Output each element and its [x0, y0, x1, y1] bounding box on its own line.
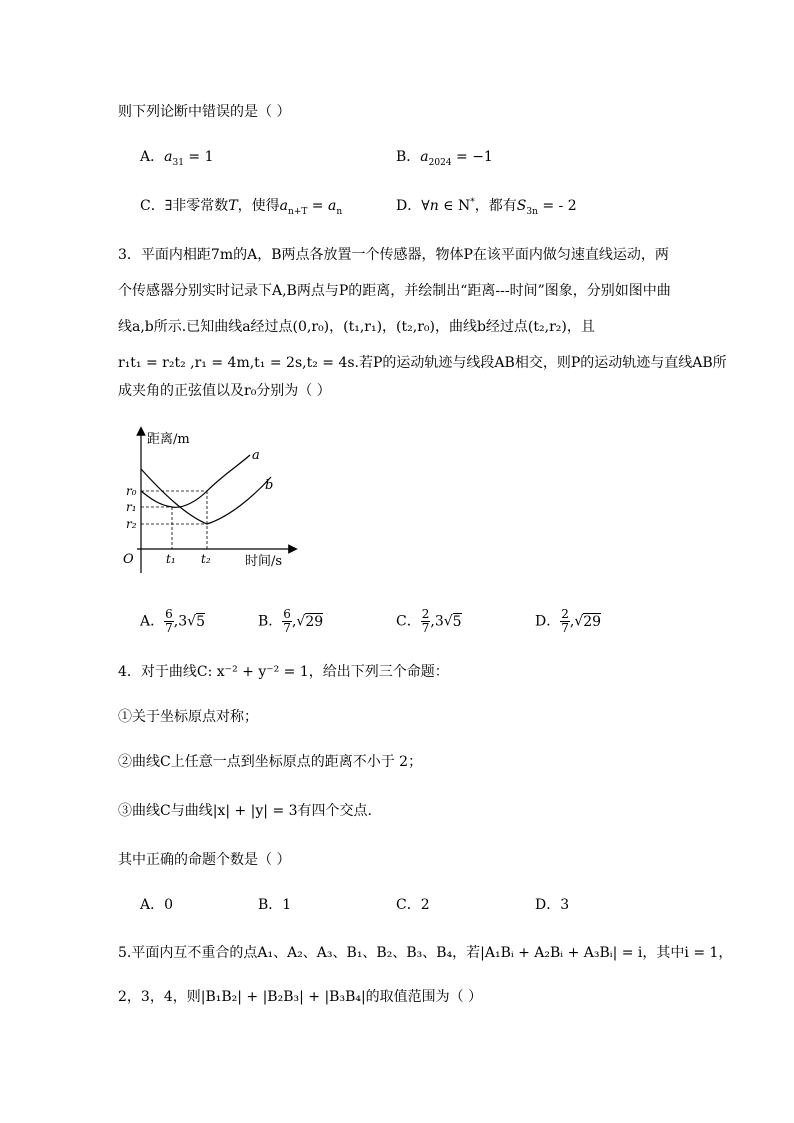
- fraction-num: 6: [165, 607, 173, 621]
- fraction-num: 2: [421, 607, 430, 621]
- q4-statement-2: ②曲线C上任意一点到坐标原点的距离不小于 2；: [118, 754, 423, 770]
- radicand: 5: [452, 613, 462, 630]
- option-end: = - 2: [542, 198, 577, 214]
- option-label: A．: [140, 149, 165, 165]
- q4-statement-1: ①关于坐标原点对称；: [118, 709, 258, 725]
- q2-option-a[interactable]: A．$a_{31} = 1$: [140, 149, 214, 168]
- option-expr: = −1: [456, 149, 493, 165]
- option-set: ∈ N: [443, 198, 471, 214]
- coef: 3: [434, 613, 444, 630]
- y-axis-label: 距离/m: [147, 432, 190, 447]
- q4-option-b[interactable]: B．1: [258, 897, 292, 913]
- curve-b-label: b: [265, 478, 274, 493]
- option-label: A．: [140, 613, 165, 630]
- q5-line-1: 5.平面内互不重合的点A₁、A₂、A₃、B₁、B₂、B₃、B₄，若|A₁Bᵢ + A₂Bᵢ + A₃Bᵢ| = i，其中i = 1，: [118, 945, 733, 961]
- radicand: 29: [305, 613, 324, 630]
- q3-line-3: 线a,b所示.已知曲线a经过点(0,r₀)，(t₁,r₁)，(t₂,r₀)，曲线b经过点(t₂,r₂)，且: [118, 319, 595, 335]
- distance-time-graph: [115, 425, 300, 580]
- t2-label: t₂: [201, 552, 211, 566]
- r2-label: r₂: [126, 517, 137, 531]
- q3-line-4: r₁t₁ = r₂t₂ ,r₁ = 4m,t₁ = 2s,t₂ = 4s.若P的运动轨迹与线段AB相交，则P的运动轨迹与直线AB所: [118, 355, 727, 371]
- question-continuation: 则下列论断中错误的是（ ）: [118, 104, 291, 120]
- q4-option-d[interactable]: D．3: [535, 897, 570, 913]
- option-mid: ，都有: [474, 198, 517, 214]
- option-label: D．∀: [396, 198, 430, 214]
- curve-a: [141, 455, 250, 507]
- q4-ask: 其中正确的命题个数是（ ）: [118, 852, 291, 868]
- option-label: D．: [535, 613, 561, 630]
- fraction-den: 7: [421, 621, 430, 635]
- q3-option-d[interactable]: D． $\frac{2}{7}$ ,√29: [535, 607, 602, 635]
- q4-option-c[interactable]: C．2: [396, 897, 430, 913]
- fraction-den: 7: [283, 621, 291, 635]
- q3-option-c[interactable]: C． $\frac{2}{7}$ ,3√5: [396, 607, 462, 635]
- radicand: 29: [583, 613, 602, 630]
- q2-option-c[interactable]: C．∃非零常数T，使得$a_{n+T} = a_n$: [140, 198, 343, 217]
- fraction-num: 2: [561, 607, 569, 621]
- option-mid: ，使得: [237, 198, 280, 214]
- q3-option-b[interactable]: B． $\frac{6}{7}$ ,√29: [258, 607, 324, 635]
- x-axis-label: 时间/s: [245, 554, 283, 569]
- option-label: B．: [258, 613, 283, 630]
- q3-line-1: 3．平面内相距7m的A，B两点各放置一个传感器，物体P在该平面内做匀速直线运动，两: [118, 247, 669, 263]
- curve-b: [141, 469, 274, 524]
- option-label: B．: [396, 149, 421, 165]
- curve-a-label: a: [252, 448, 260, 463]
- coef: 3: [178, 613, 188, 630]
- option-label: C．: [396, 613, 421, 630]
- option-expr: = 1: [188, 149, 214, 165]
- q4-statement-3: ③曲线C与曲线|x| + |y| = 3有四个交点.: [118, 803, 373, 819]
- fraction-den: 7: [561, 621, 569, 635]
- q3-line-5: 成夹角的正弦值以及r₀分别为（ ）: [118, 383, 331, 399]
- q4-option-a[interactable]: A．0: [140, 897, 174, 913]
- q2-option-d[interactable]: D．∀n ∈ N*，都有$S_{3n}$ = - 2: [396, 197, 577, 217]
- option-label: C．∃非零常数: [140, 198, 229, 214]
- r1-label: r₁: [126, 500, 137, 514]
- q5-line-2: 2，3，4，则|B₁B₂| + |B₂B₃| + |B₃B₄|的取值范围为（ ）: [118, 989, 483, 1005]
- fraction-den: 7: [165, 621, 173, 635]
- q3-option-a[interactable]: A． $\frac{6}{7}$ ,3√5: [140, 607, 205, 635]
- r0-label: r₀: [126, 484, 137, 498]
- origin-label: O: [123, 552, 134, 567]
- t1-label: t₁: [166, 552, 176, 566]
- q2-option-b[interactable]: B．$a_{2024} = -1$: [396, 149, 493, 168]
- q3-line-2: 个传感器分别实时记录下A,B两点与P的距离，并绘制出“距离---时间”图象，分别如图中曲: [118, 283, 671, 299]
- fraction-num: 6: [283, 607, 291, 621]
- q4-stem: 4．对于曲线C: x⁻² + y⁻² = 1，给出下列三个命题：: [118, 664, 449, 680]
- radicand: 5: [196, 613, 205, 630]
